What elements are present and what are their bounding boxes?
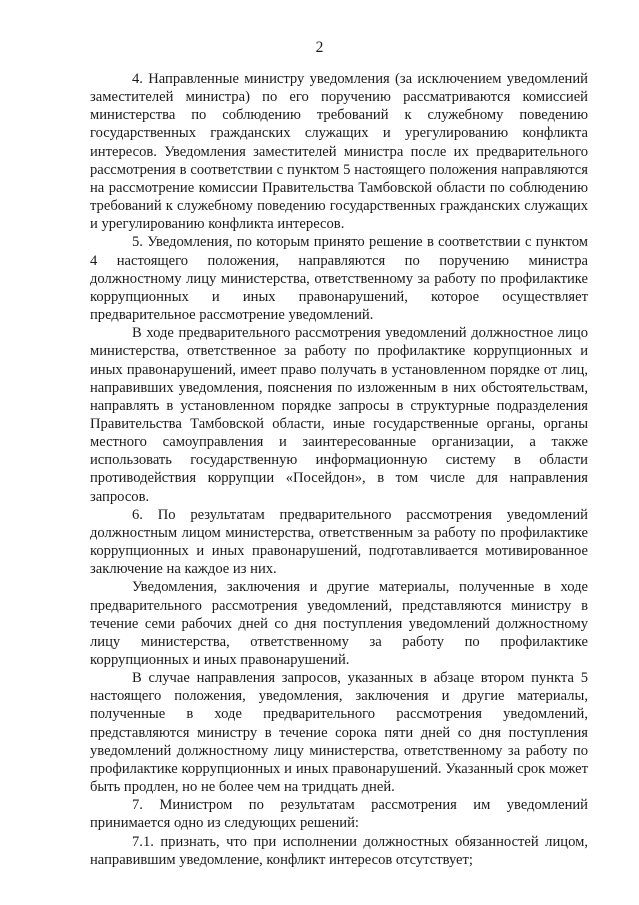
paragraph-item-7-1: 7.1. признать, что при исполнении должностных обязанностей лицом, направившим уведомление, конфликт интересов отсутствует;	[90, 833, 588, 868]
paragraph-item-5: 5. Уведомления, по которым принято решение в соответствии с пунктом 4 настоящего положения, направляются по поручению министра должностному лицу министерства, ответственному за работу по профилактике коррупционных и иных правонарушений, которое осуществляет предварительное рассмотрение уведомлений.	[90, 234, 588, 324]
paragraph-item-4: 4. Направленные министру уведомления (за исключением уведомлений заместителей министра) по его поручению рассматриваются комиссией министерства по соблюдению требований к служебному поведению государственных гражданских служащих и урегулированию конфликта интересов. Уведомления заместителей министра после их предварительного рассмотрения в соответствии с пунктом 5 настоящего положения направляются на рассмотрение комиссии Правительства Тамбовской области по соблюдению требований к служебному поведению государственных гражданских служащих и урегулированию конфликта интересов.	[90, 71, 588, 233]
page-number: 2	[315, 39, 324, 56]
paragraph-item-5-2: В ходе предварительного рассмотрения уведомлений должностное лицо министерства, ответственное за работу по профилактике коррупционных и иных правонарушений, имеет право получать в установленном порядке от лиц, направивших уведомления, пояснения по изложенным в них обстоятельствам, направлять в установленном порядке запросы в структурные подразделения Правительства Тамбовской области, иные государственные органы, органы местного самоуправления и заинтересованные организации, а также использовать государственную информационную систему в области противодействия коррупции «Посейдон», в том числе для направления запросов.	[90, 325, 588, 505]
document-body	[90, 70, 588, 869]
paragraph-item-6-2: Уведомления, заключения и другие материалы, полученные в ходе предварительного рассмотрения уведомлений, представляются министру в течение семи рабочих дней со дня поступления уведомлений должностному лицу министерства, ответственному за работу по профилактике коррупционных и иных правонарушений.	[90, 579, 588, 668]
paragraph-item-6: 6. По результатам предварительного рассмотрения уведомлений должностным лицом министерства, ответственным за работу по профилактике коррупционных и иных правонарушений, подготавливается мотивированное заключение на каждое из них.	[90, 506, 588, 578]
paragraph-item-7: 7. Министром по результатам рассмотрения им уведомлений принимается одно из следующих решений:	[90, 797, 588, 832]
paragraph-item-6-3: В случае направления запросов, указанных в абзаце втором пункта 5 настоящего положения, уведомления, заключения и другие материалы, полученные в ходе предварительного рассмотрения уведомлений, представляются министру в течение сорока пяти дней со дня поступления уведомлений должностному лицу министерства, ответственному за работу по профилактике коррупционных и иных правонарушений. Указанный срок может быть продлен, но не более чем на тридцать дней.	[90, 670, 588, 796]
